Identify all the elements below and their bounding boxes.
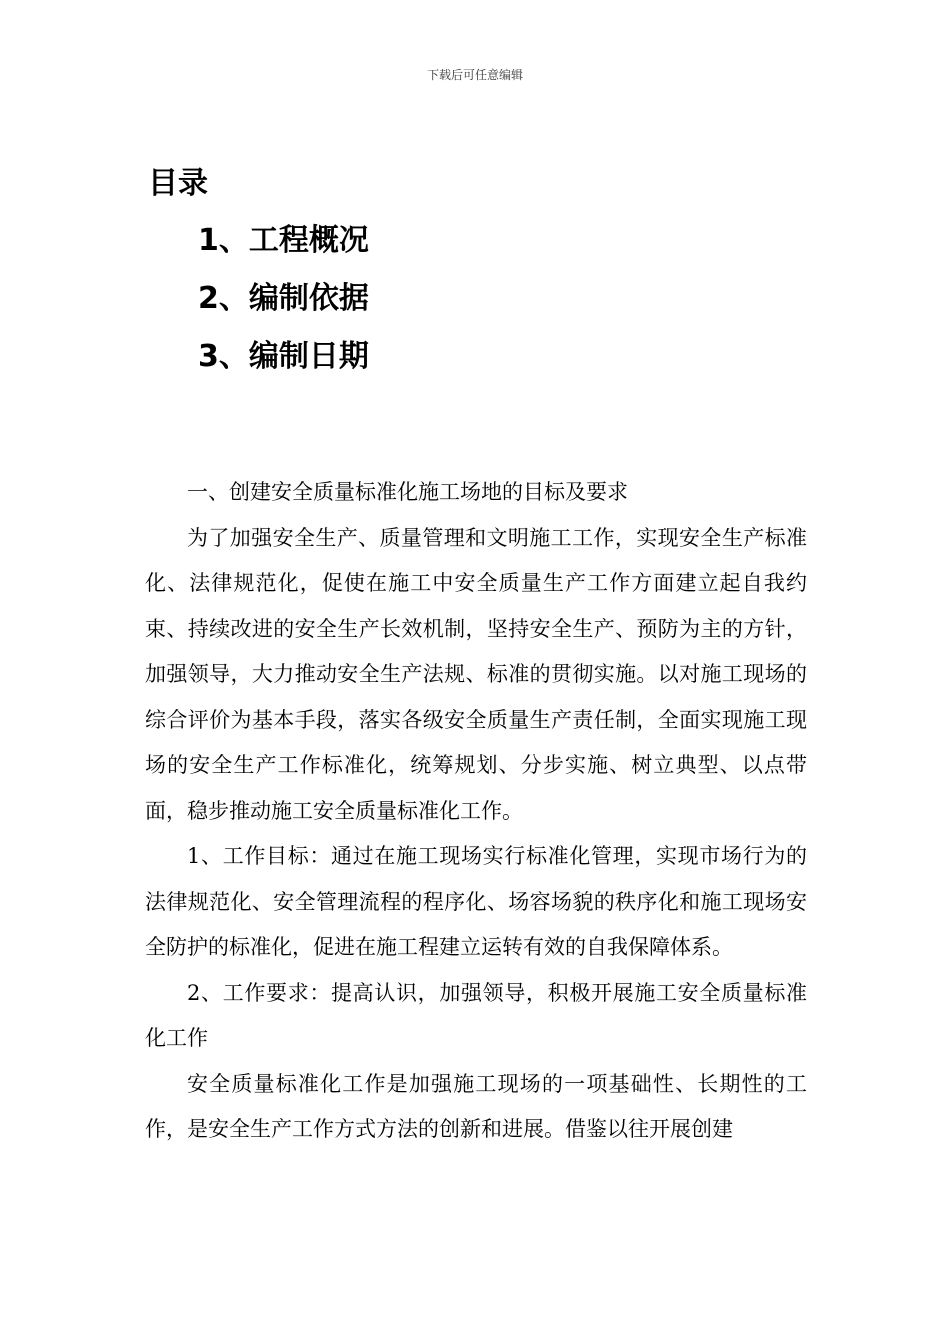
paragraph-work-requirements: 2、工作要求：提高认识，加强领导，积极开展施工安全质量标准化工作: [145, 980, 807, 1050]
document-body: [145, 470, 807, 1153]
table-of-contents: [148, 162, 369, 386]
toc-list: [148, 212, 369, 386]
toc-item-project-overview: 1、工程概况: [198, 223, 369, 258]
paragraph-intro: 为了加强安全生产、质量管理和文明施工工作，实现安全生产标准化、法律规范化，促使在施工中安全质量生产工作方面建立起自我约束、持续改进的安全生产长效机制，坚持安全生产、预防为主的方针，加强领导，大力推动安全生产法规、标准的贯彻实施。以对施工现场的综合评价为基本手段，落实各级安全质量生产责任制，全面实现施工现场的安全生产工作标准化，统筹规划、分步实施、树立典型、以点带面，稳步推动施工安全质量标准化工作。: [145, 525, 807, 823]
toc-item-compilation-basis: 2、编制依据: [198, 281, 369, 316]
toc-title: 目录: [148, 166, 208, 201]
section-heading: 一、创建安全质量标准化施工场地的目标及要求: [187, 480, 628, 504]
paragraph-standardization: 安全质量标准化工作是加强施工现场的一项基础性、长期性的工作，是安全生产工作方式方法的创新和进展。借鉴以往开展创建: [145, 1071, 807, 1141]
toc-item-compilation-date: 3、编制日期: [198, 339, 369, 374]
paragraph-work-goal: 1、工作目标：通过在施工现场实行标准化管理，实现市场行为的法律规范化、安全管理流程的程序化、场容场貌的秩序化和施工现场安全防护的标准化，促进在施工程建立运转有效的自我保障体系。: [145, 844, 807, 959]
page-header-note: 下载后可任意编辑: [426, 68, 523, 82]
